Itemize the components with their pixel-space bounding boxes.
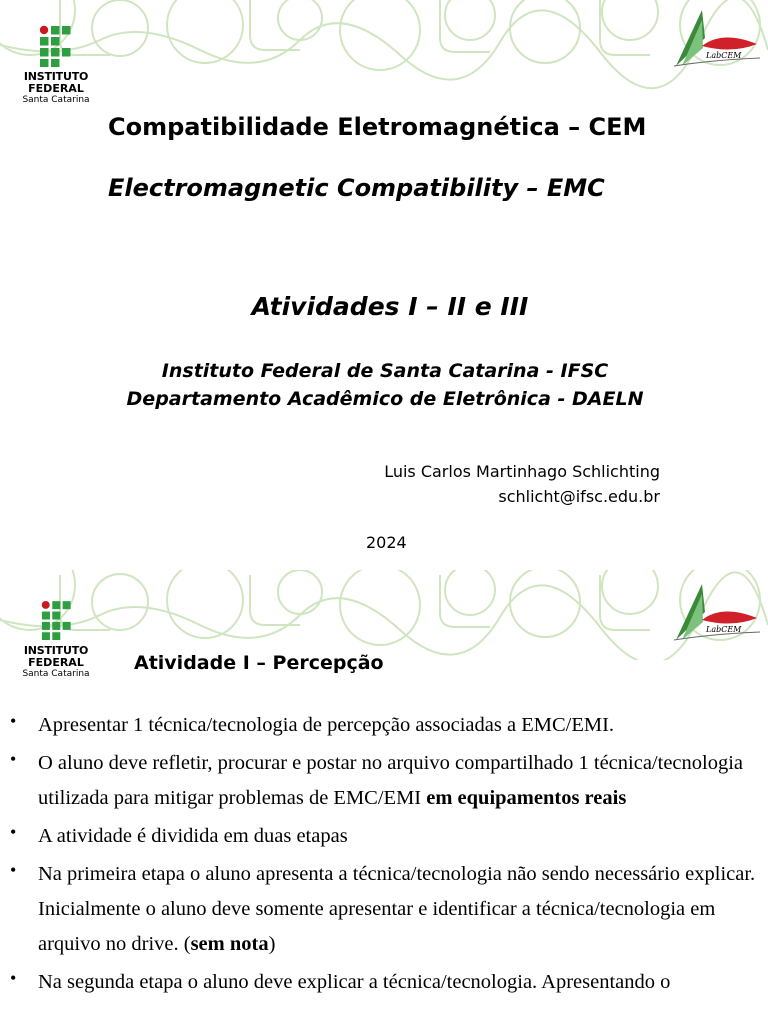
bullet-text: A atividade é dividida em duas etapas — [38, 825, 348, 847]
department-name: Departamento Acadêmico de Eletrônica - DAELN — [126, 388, 644, 410]
ifsc-logo-icon — [39, 25, 73, 67]
logo-line-3: Santa Catarina — [22, 95, 90, 105]
list-item — [10, 819, 768, 854]
logo-line-2: FEDERAL — [28, 82, 84, 95]
activity-title: Atividade I – Percepção — [134, 652, 384, 674]
bullet-text: Na primeira etapa o aluno apresenta a técnica/tecnologia não sendo necessário explicar. Inicialmente o aluno deve somente apresentar e identificar a técnica/tecnologia em arquivo no drive. ( — [38, 863, 756, 955]
bullet-text-end: ) — [268, 933, 276, 955]
course-title-en: Electromagnetic Compatibility – EMC — [108, 174, 605, 202]
course-title-pt: Compatibilidade Eletromagnética – CEM — [108, 113, 647, 141]
bullet-icon: • — [10, 822, 17, 842]
list-item — [10, 965, 768, 1000]
bullet-list — [10, 708, 768, 1003]
bullet-bold-text: em equipamentos reais — [426, 787, 627, 809]
bullet-bold-text: sem nota — [190, 933, 269, 955]
author-name: Luis Carlos Martinhago Schlichting — [384, 462, 660, 481]
bullet-text: O aluno deve refletir, procurar e postar no arquivo compartilhado 1 técnica/tecnologia utilizada para mitigar problemas de EMC/EMI — [38, 752, 744, 809]
author-email: schlicht@ifsc.edu.br — [498, 487, 660, 506]
labcem-label: LabCEM — [706, 625, 742, 634]
bullet-text: Na segunda etapa o aluno deve explicar a técnica/tecnologia. Apresentando o — [38, 971, 671, 993]
list-item — [10, 746, 768, 816]
logo-line-2: FEDERAL — [28, 656, 84, 669]
activity-slide — [0, 570, 768, 1024]
decorative-pattern — [0, 0, 768, 90]
ifsc-logo-text — [18, 71, 94, 105]
bullet-icon: • — [10, 968, 17, 988]
bullet-icon: • — [10, 711, 17, 731]
ifsc-logo-icon — [41, 600, 73, 640]
activities-title: Atividades I – II e III — [251, 292, 529, 321]
list-item — [10, 708, 768, 743]
bullet-icon: • — [10, 860, 17, 880]
logo-line-1: INSTITUTO — [23, 644, 89, 657]
list-item — [10, 857, 768, 962]
year: 2024 — [366, 533, 407, 552]
labcem-label: LabCEM — [706, 51, 742, 60]
bullet-text: Apresentar 1 técnica/tecnologia de percepção associadas a EMC/EMI. — [38, 714, 615, 736]
logo-line-3: Santa Catarina — [22, 669, 90, 679]
logo-line-1: INSTITUTO — [23, 70, 89, 83]
decorative-pattern — [0, 570, 768, 660]
institution-name: Instituto Federal de Santa Catarina - IFSC — [161, 360, 609, 382]
ifsc-logo-text — [18, 645, 94, 679]
bullet-icon: • — [10, 749, 17, 769]
